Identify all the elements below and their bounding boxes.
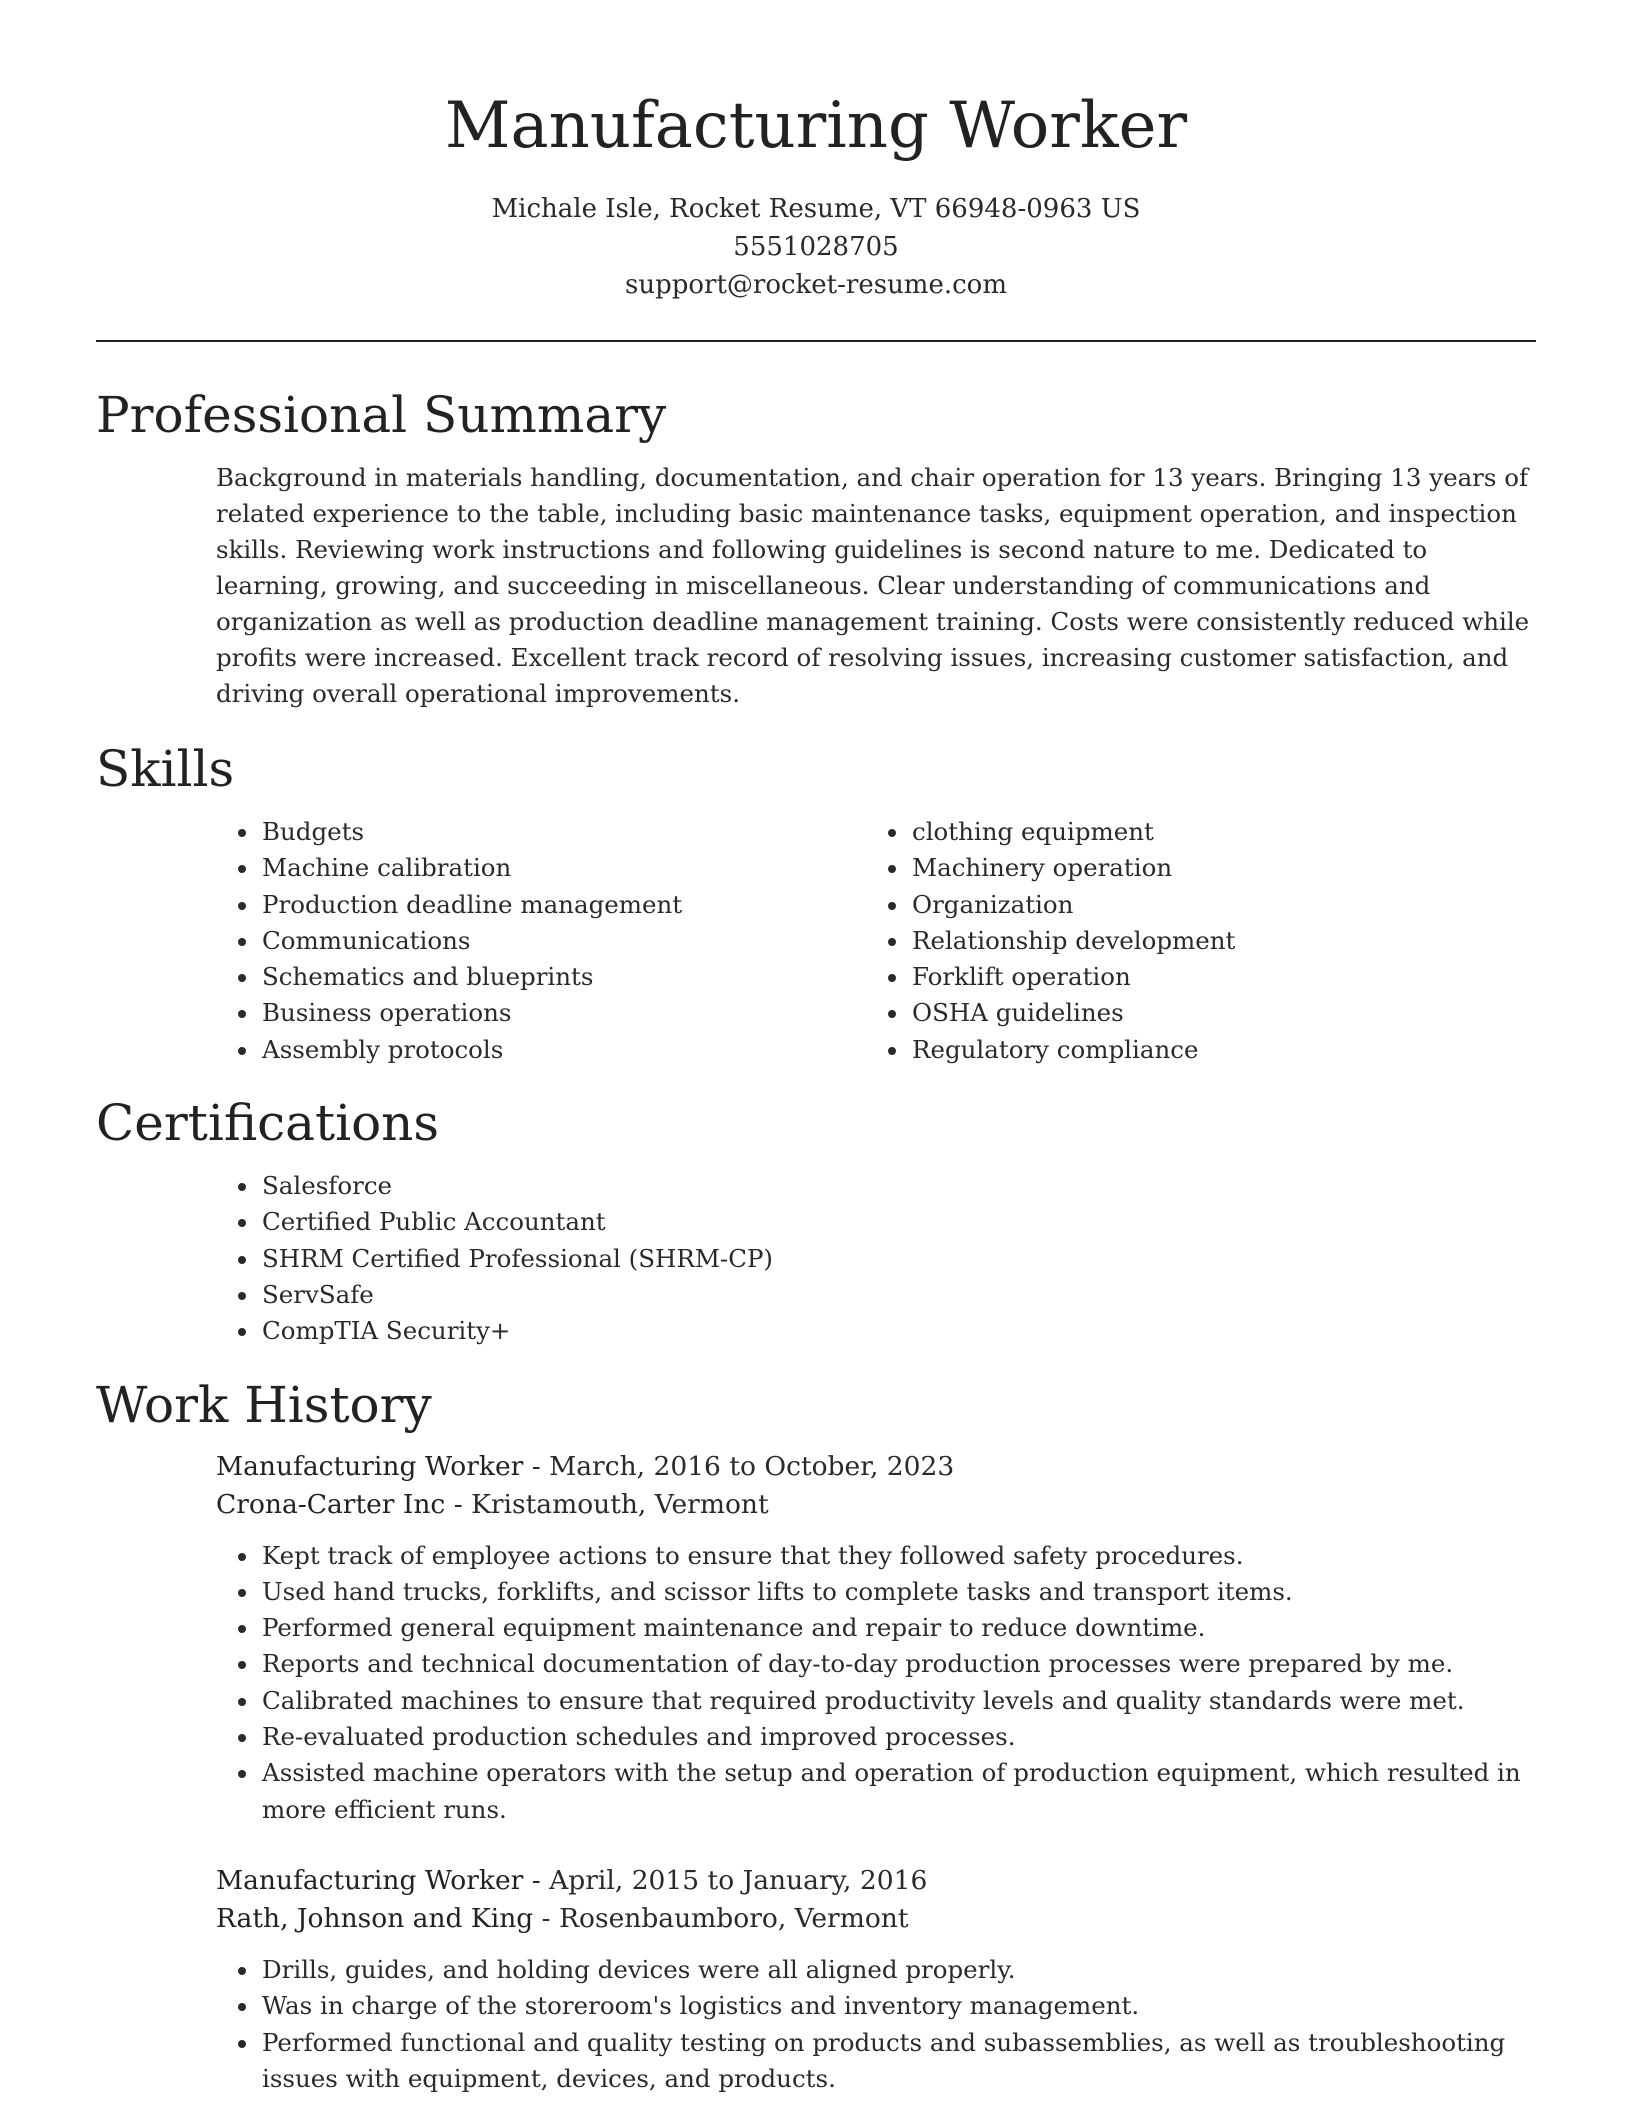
work-history-section bbox=[96, 1374, 1536, 2098]
job-company: Crona-Carter Inc bbox=[216, 1488, 446, 1520]
certification-item: • SHRM Certified Professional (SHRM-CP) bbox=[260, 1241, 1536, 1277]
certification-item: • Salesforce bbox=[260, 1168, 1536, 1204]
job-entry bbox=[216, 1448, 1536, 1828]
job-title-line bbox=[216, 1862, 1536, 1900]
skill-item: • Organization bbox=[910, 887, 1516, 923]
job-dates: March, 2016 to October, 2023 bbox=[549, 1450, 955, 1482]
job-duty-item: • Calibrated machines to ensure that required productivity levels and quality standards were met. bbox=[260, 1683, 1536, 1719]
skill-item: • OSHA guidelines bbox=[910, 995, 1516, 1031]
skill-item: • Machinery operation bbox=[910, 850, 1516, 886]
job-title-line bbox=[216, 1448, 1536, 1486]
job-duty-item: • Reports and technical documentation of day-to-day production processes were prepared by me. bbox=[260, 1646, 1536, 1682]
resume-header bbox=[96, 0, 1536, 304]
contact-block bbox=[96, 190, 1536, 304]
job-duty-item: • Drills, guides, and holding devices were all aligned properly. bbox=[260, 1952, 1536, 1988]
job-company-separator: - bbox=[445, 1488, 472, 1520]
job-title-separator: - bbox=[523, 1450, 550, 1482]
job-duty-item: • Was in charge of the storeroom's logistics and inventory management. bbox=[260, 1988, 1536, 2024]
certification-item: • Certified Public Accountant bbox=[260, 1204, 1536, 1240]
skill-item: • Schematics and blueprints bbox=[260, 959, 866, 995]
job-title-separator: - bbox=[523, 1864, 550, 1896]
job-duty-item: • Performed functional and quality testing on products and subassemblies, as well as troubleshooting issues with equipment, devices, and products. bbox=[260, 2025, 1536, 2098]
skill-item: • Regulatory compliance bbox=[910, 1032, 1516, 1068]
contact-phone: 5551028705 bbox=[733, 232, 899, 262]
skill-item: • Assembly protocols bbox=[260, 1032, 866, 1068]
certification-item: • CompTIA Security+ bbox=[260, 1313, 1536, 1349]
skills-columns bbox=[216, 814, 1536, 1068]
job-company: Rath, Johnson and King bbox=[216, 1902, 534, 1934]
skills-list-right bbox=[866, 814, 1516, 1068]
job-location: Kristamouth, Vermont bbox=[471, 1488, 769, 1520]
certifications-list-wrap bbox=[216, 1168, 1536, 1349]
job-entry bbox=[216, 1862, 1536, 2097]
contact-email: support@rocket-resume.com bbox=[624, 270, 1007, 300]
job-duties-list bbox=[216, 1952, 1536, 2097]
summary-text: Background in materials handling, documentation, and chair operation for 13 years. Bringing 13 years of related experience to the table, including basic maintenance tasks, equipment operation, and inspection skills. Reviewing work instructions and following guidelines is second nature to me. Dedicated to learning, growing, and succeeding in miscellaneous. Clear understanding of communications and organization as well as production deadline management training. Costs were consistently reduced while profits were increased. Excellent track record of resolving issues, increasing customer satisfaction, and driving overall operational improvements. bbox=[216, 463, 1530, 708]
job-dates: April, 2015 to January, 2016 bbox=[549, 1864, 928, 1896]
certifications-section bbox=[96, 1092, 1536, 1349]
work-history-title: Work History bbox=[96, 1375, 432, 1434]
job-duty-item: • Used hand trucks, forklifts, and scissor lifts to complete tasks and transport items. bbox=[260, 1574, 1536, 1610]
skill-item: • Business operations bbox=[260, 995, 866, 1031]
skills-column-right bbox=[866, 814, 1516, 1068]
certifications-list bbox=[216, 1168, 1536, 1349]
job-company-line bbox=[216, 1900, 1536, 1938]
summary-section bbox=[96, 384, 1536, 712]
job-company-separator: - bbox=[533, 1902, 560, 1934]
skill-item: • clothing equipment bbox=[910, 814, 1516, 850]
header-divider bbox=[96, 340, 1536, 342]
resume-name: Manufacturing Worker bbox=[444, 89, 1188, 163]
skill-item: • Budgets bbox=[260, 814, 866, 850]
skills-column-left bbox=[216, 814, 866, 1068]
skill-item: • Machine calibration bbox=[260, 850, 866, 886]
skill-item: • Production deadline management bbox=[260, 887, 866, 923]
skills-section bbox=[96, 738, 1536, 1068]
job-duty-item: • Assisted machine operators with the setup and operation of production equipment, which resulted in more efficient runs. bbox=[260, 1755, 1536, 1828]
certification-item: • ServSafe bbox=[260, 1277, 1536, 1313]
job-duty-item: • Kept track of employee actions to ensure that they followed safety procedures. bbox=[260, 1538, 1536, 1574]
job-duty-item: • Re-evaluated production schedules and improved processes. bbox=[260, 1719, 1536, 1755]
job-location: Rosenbaumboro, Vermont bbox=[559, 1902, 909, 1934]
job-company-line bbox=[216, 1486, 1536, 1524]
job-title: Manufacturing Worker bbox=[216, 1864, 524, 1896]
job-title: Manufacturing Worker bbox=[216, 1450, 524, 1482]
skill-item: • Relationship development bbox=[910, 923, 1516, 959]
contact-address: Michale Isle, Rocket Resume, VT 66948-0963 US bbox=[491, 194, 1141, 224]
skill-item: • Communications bbox=[260, 923, 866, 959]
skill-item: • Forklift operation bbox=[910, 959, 1516, 995]
summary-title: Professional Summary bbox=[96, 386, 667, 444]
job-duties-list bbox=[216, 1538, 1536, 1828]
skills-list-left bbox=[216, 814, 866, 1068]
job-duty-item: • Performed general equipment maintenance and repair to reduce downtime. bbox=[260, 1610, 1536, 1646]
skills-title: Skills bbox=[96, 740, 235, 798]
certifications-title: Certifications bbox=[96, 1094, 440, 1153]
